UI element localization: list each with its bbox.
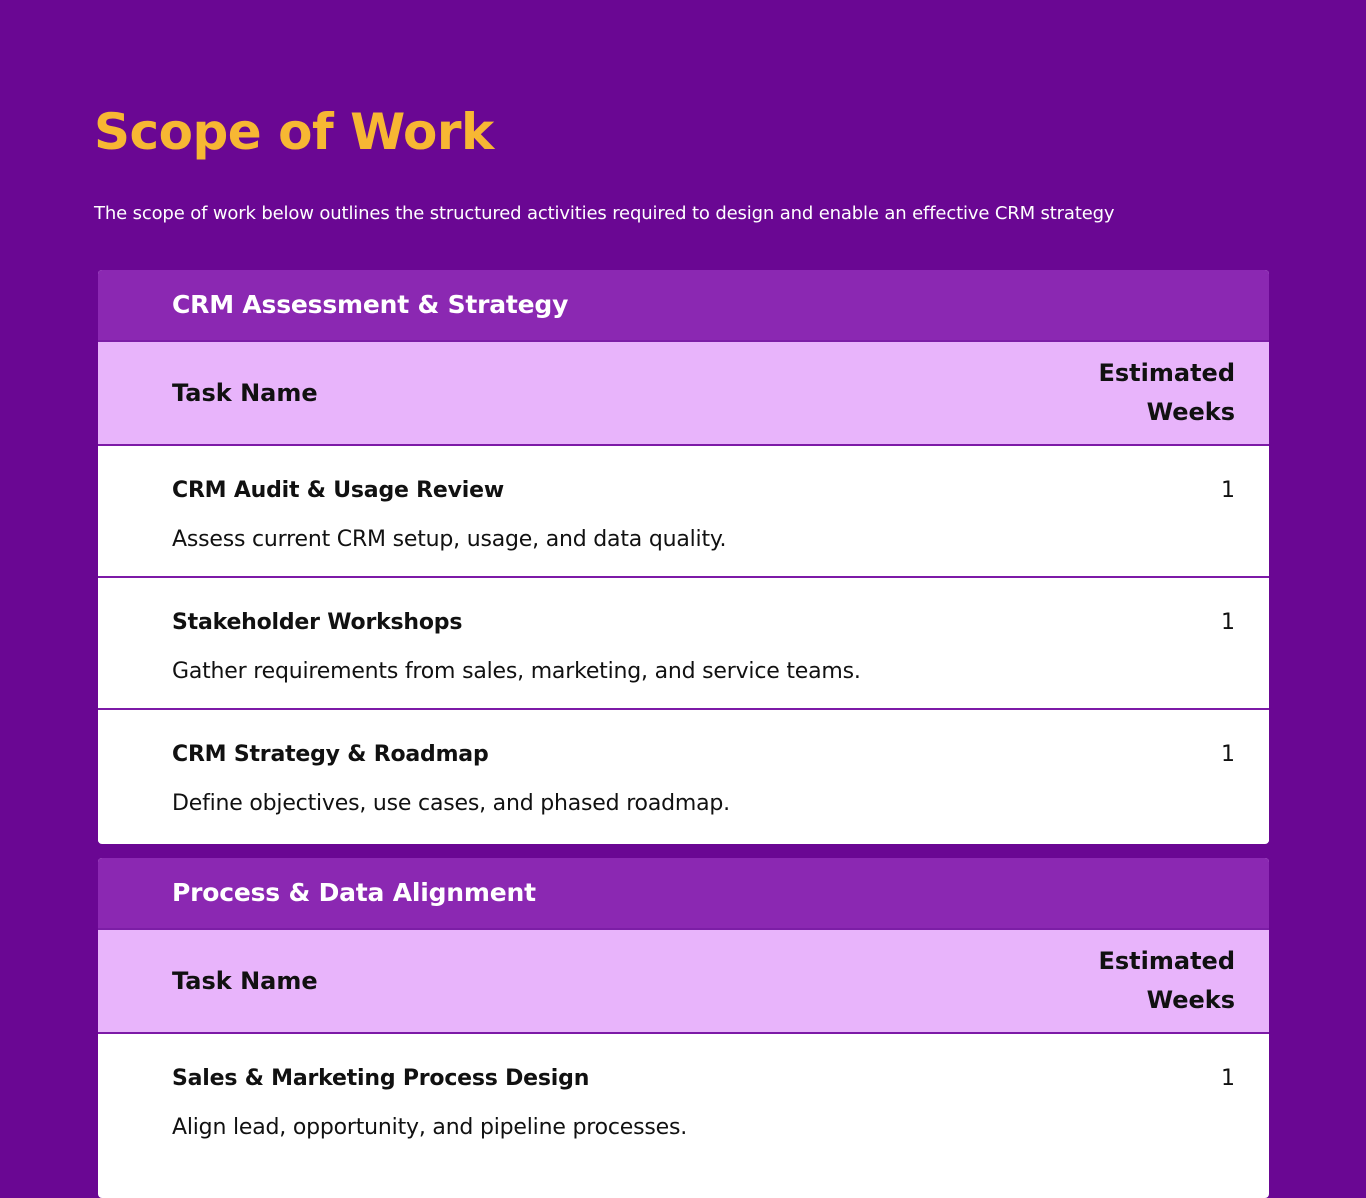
section-header [98,858,1269,930]
estimated-weeks-column-header: Estimated Weeks [1098,359,1235,426]
table-header [98,342,1269,446]
task-name: CRM Audit & Usage Review [172,478,504,503]
task-name-column-header: Task Name [172,967,318,995]
task-description: Align lead, opportunity, and pipeline processes. [172,1115,687,1140]
task-row [98,578,1269,710]
task-weeks: 1 [1221,742,1235,767]
task-name: CRM Strategy & Roadmap [172,742,489,767]
intro-text: The scope of work below outlines the structured activities required to design and enable an effective CRM strategy [94,203,1115,224]
task-weeks: 1 [1221,1066,1235,1091]
task-weeks: 1 [1221,610,1235,635]
task-name: Stakeholder Workshops [172,610,463,635]
task-description: Define objectives, use cases, and phased roadmap. [172,791,730,816]
section-crm-assessment-strategy [98,270,1269,844]
page-title: Scope of Work [94,103,494,161]
estimated-weeks-column-header: Estimated Weeks [1098,947,1235,1014]
task-description: Gather requirements from sales, marketing, and service teams. [172,659,861,684]
task-row [98,446,1269,578]
task-name-column-header: Task Name [172,379,318,407]
task-row [98,1034,1269,1166]
section-header [98,270,1269,342]
task-description: Assess current CRM setup, usage, and data quality. [172,527,727,552]
section-title: CRM Assessment & Strategy [172,290,569,319]
task-row [98,710,1269,842]
table-header [98,930,1269,1034]
section-title: Process & Data Alignment [172,878,536,907]
task-weeks: 1 [1221,478,1235,503]
section-process-data-alignment [98,858,1269,1198]
task-name: Sales & Marketing Process Design [172,1066,590,1091]
